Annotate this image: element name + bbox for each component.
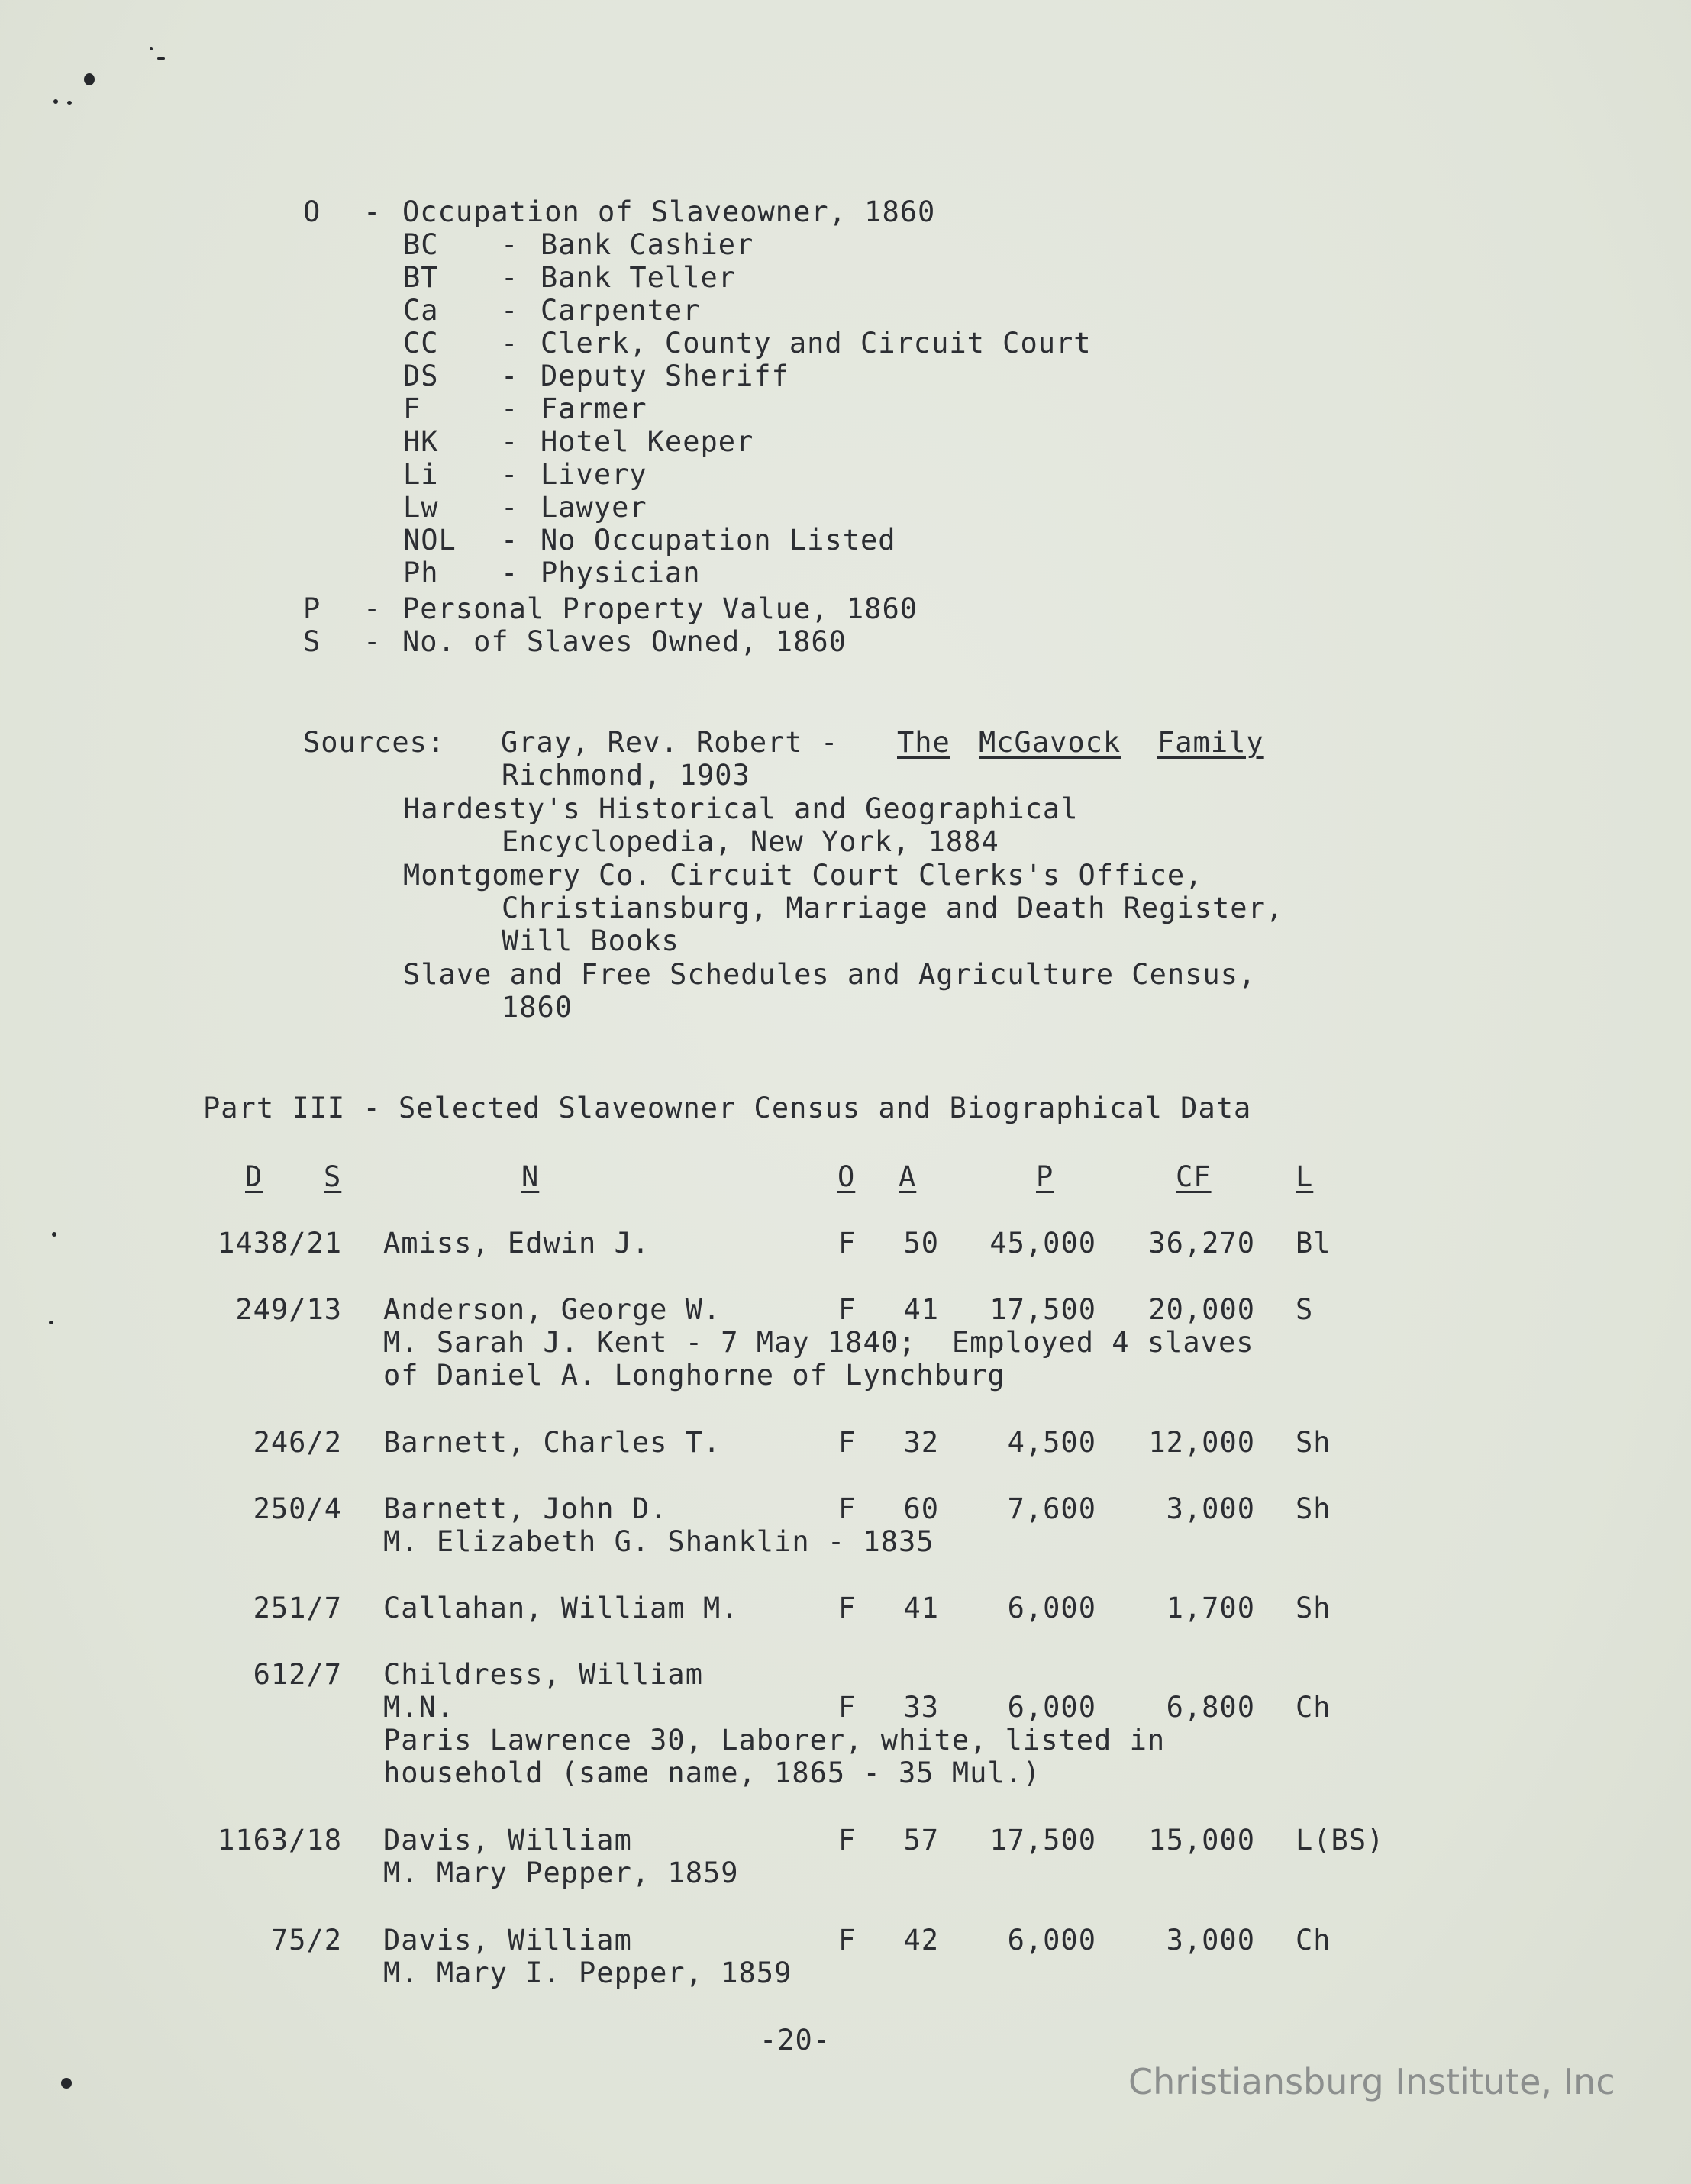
cell-occupation: F <box>838 1227 857 1260</box>
sources-heading: Sources: <box>303 726 446 759</box>
cell-occupation: F <box>838 1924 857 1957</box>
legend-dash: - <box>501 360 519 392</box>
occupation-label: Hotel Keeper <box>541 425 754 458</box>
cell-ds: 249/13 <box>235 1293 342 1326</box>
cell-property: 6,000 <box>1007 1592 1096 1624</box>
legend-label-s: No. of Slaves Owned, 1860 <box>402 625 847 658</box>
cell-cf: 1,700 <box>1166 1592 1255 1624</box>
cell-ds: 1163/18 <box>218 1824 342 1857</box>
occupation-code: F <box>403 392 421 425</box>
occupation-label: Bank Teller <box>541 261 737 294</box>
cell-ds: 250/4 <box>253 1492 342 1525</box>
scan-speck <box>157 57 165 60</box>
cell-l: S <box>1296 1293 1314 1326</box>
cell-property: 6,000 <box>1007 1691 1096 1724</box>
column-header-a: A <box>899 1160 917 1193</box>
scan-speck <box>61 2078 72 2089</box>
cell-ds: 246/2 <box>253 1426 342 1459</box>
source-gray-author: Gray, Rev. Robert - <box>501 726 839 759</box>
cell-cf: 12,000 <box>1148 1426 1255 1459</box>
cell-l: Ch <box>1296 1691 1331 1724</box>
source-montgomery-line2: Christiansburg, Marriage and Death Register, <box>502 892 1284 924</box>
occupation-label: Bank Cashier <box>541 228 754 261</box>
cell-age: 32 <box>903 1426 939 1459</box>
legend-dash: - <box>363 625 382 658</box>
occupation-code: BC <box>403 228 439 261</box>
scan-speck <box>67 101 72 105</box>
legend-code-s: S <box>303 625 321 658</box>
cell-cf: 20,000 <box>1148 1293 1255 1326</box>
legend-label-o: Occupation of Slaveowner, 1860 <box>402 195 936 228</box>
occupation-code: HK <box>403 425 439 458</box>
cell-age: 50 <box>903 1227 939 1260</box>
legend-dash: - <box>501 458 519 491</box>
source-montgomery-line1: Montgomery Co. Circuit Court Clerks's Office, <box>403 859 1203 892</box>
column-header-n: N <box>521 1160 540 1193</box>
occupation-code: BT <box>403 261 439 294</box>
legend-dash: - <box>501 556 519 589</box>
cell-occupation: F <box>838 1492 857 1525</box>
column-header-p: P <box>1036 1160 1054 1193</box>
source-census-line1: Slave and Free Schedules and Agriculture Census, <box>403 958 1257 991</box>
scan-speck <box>150 47 153 50</box>
cell-cf: 3,000 <box>1166 1924 1255 1957</box>
scan-speck <box>52 1232 56 1237</box>
cell-cf: 3,000 <box>1166 1492 1255 1525</box>
cell-age: 33 <box>903 1691 939 1724</box>
cell-age: 57 <box>903 1824 939 1857</box>
occupation-code: DS <box>403 360 439 392</box>
cell-property: 4,500 <box>1007 1426 1096 1459</box>
occupation-code: Lw <box>403 491 439 524</box>
row-note: Paris Lawrence 30, Laborer, white, listed in <box>383 1724 1166 1757</box>
section-title: Part III - Selected Slaveowner Census and Biographical Data <box>203 1092 1252 1124</box>
cell-name: Barnett, John D. <box>383 1492 668 1525</box>
row-note: of Daniel A. Longhorne of Lynchburg <box>383 1359 1005 1392</box>
cell-l: L(BS) <box>1296 1824 1385 1857</box>
source-montgomery-line3: Will Books <box>502 924 679 957</box>
occupation-label: Farmer <box>541 392 647 425</box>
occupation-code: CC <box>403 327 439 360</box>
cell-age: 41 <box>903 1592 939 1624</box>
cell-name: Davis, William <box>383 1924 632 1957</box>
cell-name: Amiss, Edwin J. <box>383 1227 650 1260</box>
cell-age: 42 <box>903 1924 939 1957</box>
cell-cf: 36,270 <box>1148 1227 1255 1260</box>
legend-label-p: Personal Property Value, 1860 <box>402 592 918 625</box>
scan-speck <box>53 99 58 104</box>
legend-dash: - <box>501 425 519 458</box>
occupation-label: Carpenter <box>541 294 701 327</box>
source-hardesty-line2: Encyclopedia, New York, 1884 <box>502 825 999 858</box>
cell-age: 60 <box>903 1492 939 1525</box>
column-header-l: L <box>1296 1160 1314 1193</box>
legend-dash: - <box>501 524 519 556</box>
cell-occupation: F <box>838 1293 857 1326</box>
cell-name: Davis, William <box>383 1824 632 1857</box>
row-note: household (same name, 1865 - 35 Mul.) <box>383 1757 1041 1789</box>
legend-dash: - <box>501 491 519 524</box>
scan-speck <box>49 1321 53 1324</box>
cell-l: Sh <box>1296 1426 1331 1459</box>
occupation-code: Ca <box>403 294 439 327</box>
legend-dash: - <box>501 392 519 425</box>
cell-ds: 1438/21 <box>218 1227 342 1260</box>
occupation-label: Livery <box>541 458 647 491</box>
cell-cf: 15,000 <box>1148 1824 1255 1857</box>
watermark: Christiansburg Institute, Inc <box>1128 2061 1615 2102</box>
cell-property: 7,600 <box>1007 1492 1096 1525</box>
occupation-label: Clerk, County and Circuit Court <box>541 327 1092 360</box>
cell-age: 41 <box>903 1293 939 1326</box>
cell-l: Sh <box>1296 1592 1331 1624</box>
page-number: -20- <box>760 2024 831 2057</box>
source-gray-title-3: Family <box>1157 726 1264 759</box>
legend-dash: - <box>501 294 519 327</box>
occupation-code: Li <box>403 458 439 491</box>
legend-dash: - <box>363 195 382 228</box>
legend-code-o: O <box>303 195 321 228</box>
source-census-line2: 1860 <box>502 991 573 1024</box>
legend-dash: - <box>501 327 519 360</box>
legend-dash: - <box>363 592 382 625</box>
cell-name: Anderson, George W. <box>383 1293 721 1326</box>
row-note: M. Sarah J. Kent - 7 May 1840; Employed 4 slaves <box>383 1326 1254 1359</box>
cell-name: Callahan, William M. <box>383 1592 739 1624</box>
cell-l: Ch <box>1296 1924 1331 1957</box>
column-header-d: D <box>245 1160 263 1193</box>
cell-l: Sh <box>1296 1492 1331 1525</box>
legend-dash: - <box>501 228 519 261</box>
cell-name: Childress, William <box>383 1658 703 1691</box>
cell-property: 17,500 <box>989 1293 1096 1326</box>
source-gray-title-2: McGavock <box>979 726 1121 759</box>
cell-property: 17,500 <box>989 1824 1096 1857</box>
cell-ds: 75/2 <box>270 1924 342 1957</box>
column-header-s: S <box>324 1160 342 1193</box>
occupation-label: No Occupation Listed <box>541 524 896 556</box>
row-note: M. Elizabeth G. Shanklin - 1835 <box>383 1525 934 1558</box>
cell-name-continued: M.N. <box>383 1691 455 1724</box>
cell-ds: 612/7 <box>253 1658 342 1691</box>
source-gray-title-1: The <box>897 726 950 759</box>
cell-occupation: F <box>838 1592 857 1624</box>
cell-property: 6,000 <box>1007 1924 1096 1957</box>
row-note: M. Mary I. Pepper, 1859 <box>383 1957 792 1989</box>
occupation-label: Physician <box>541 556 701 589</box>
column-header-cf: CF <box>1176 1160 1212 1193</box>
row-note: M. Mary Pepper, 1859 <box>383 1857 739 1889</box>
legend-code-p: P <box>303 592 321 625</box>
cell-cf: 6,800 <box>1166 1691 1255 1724</box>
legend-dash: - <box>501 261 519 294</box>
cell-occupation: F <box>838 1426 857 1459</box>
cell-ds: 251/7 <box>253 1592 342 1624</box>
cell-occupation: F <box>838 1691 857 1724</box>
occupation-code: NOL <box>403 524 457 556</box>
cell-name: Barnett, Charles T. <box>383 1426 721 1459</box>
occupation-label: Lawyer <box>541 491 647 524</box>
cell-occupation: F <box>838 1824 857 1857</box>
column-header-o: O <box>837 1160 856 1193</box>
scan-speck <box>84 73 95 85</box>
source-hardesty-line1: Hardesty's Historical and Geographical <box>403 792 1079 825</box>
cell-property: 45,000 <box>989 1227 1096 1260</box>
occupation-code: Ph <box>403 556 439 589</box>
occupation-label: Deputy Sheriff <box>541 360 789 392</box>
cell-l: Bl <box>1296 1227 1331 1260</box>
source-gray-place: Richmond, 1903 <box>502 759 750 792</box>
